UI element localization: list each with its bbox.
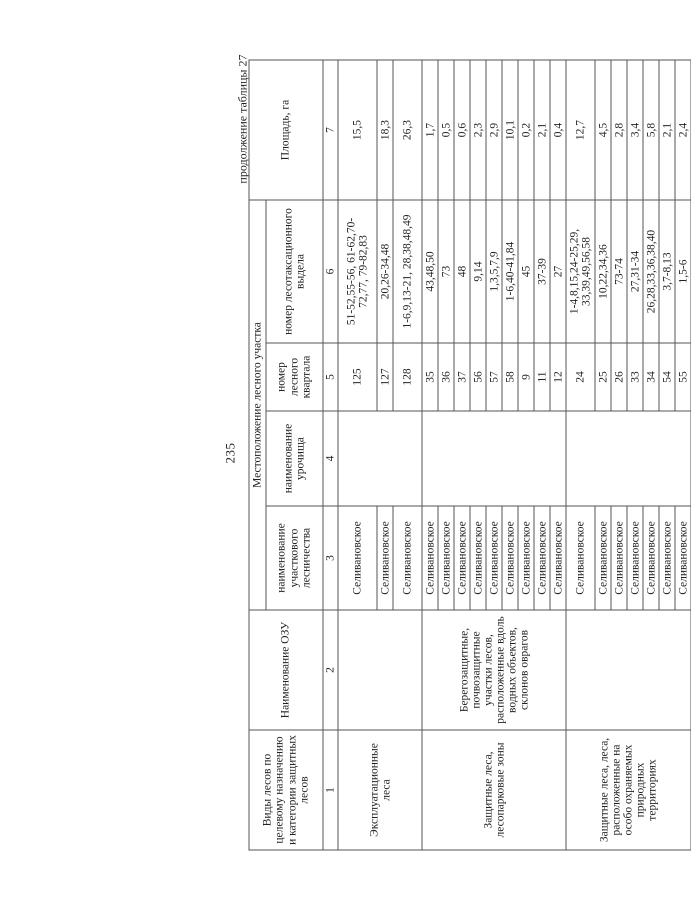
header-location-group: Местоположение лесного участка: [249, 200, 266, 610]
cell-quarter: 54: [659, 343, 675, 411]
forest-plots-table: [248, 59, 691, 850]
cell-quarter: 37: [454, 343, 470, 411]
cell-plots: 1,5-6: [675, 200, 691, 343]
cell-area: 26,3: [393, 60, 422, 200]
cell-plots: 26,28,33,36,38,40: [643, 200, 659, 343]
cell-quarter: 128: [393, 343, 422, 411]
page-number: 235: [222, 442, 237, 463]
cell-area: 0,6: [454, 60, 470, 200]
header-plots: номер лесотаксационного выдела: [266, 200, 323, 343]
cell-forestry: Селивановское: [486, 506, 502, 610]
cell-area: 0,4: [550, 60, 566, 200]
table-row: [422, 60, 438, 850]
cell-tract: [422, 411, 566, 506]
cell-quarter: 55: [675, 343, 691, 411]
cell-quarter: 26: [611, 343, 627, 411]
column-number: 5: [323, 343, 338, 411]
table-row: [338, 60, 377, 850]
column-number: 4: [323, 411, 338, 506]
cell-area: 2,1: [534, 60, 550, 200]
cell-forestry: Селивановское: [534, 506, 550, 610]
cell-area: 10,1: [502, 60, 518, 200]
cell-quarter: 25: [595, 343, 611, 411]
cell-area: 2,9: [486, 60, 502, 200]
header-area: Площадь, га: [249, 60, 323, 200]
cell-area: 0,5: [438, 60, 454, 200]
cell-area: 18,3: [377, 60, 393, 200]
cell-quarter: 35: [422, 343, 438, 411]
cell-plots: 10,22,34,36: [595, 200, 611, 343]
cell-plots: 73-74: [611, 200, 627, 343]
cell-forestry: Селивановское: [393, 506, 422, 610]
cell-plots: 48: [454, 200, 470, 343]
cell-plots: 9,14: [470, 200, 486, 343]
cell-forestry: Селивановское: [566, 506, 595, 610]
cell-quarter: 34: [643, 343, 659, 411]
group-ozu-name: [338, 610, 422, 730]
cell-forestry: Селивановское: [502, 506, 518, 610]
cell-plots: 45: [518, 200, 534, 343]
column-number: 3: [323, 506, 338, 610]
cell-area: 2,3: [470, 60, 486, 200]
cell-quarter: 24: [566, 343, 595, 411]
cell-plots: 3,7-8,13: [659, 200, 675, 343]
cell-plots: 73: [438, 200, 454, 343]
cell-forestry: Селивановское: [627, 506, 643, 610]
cell-quarter: 9: [518, 343, 534, 411]
cell-plots: 1-6,40-41,84: [502, 200, 518, 343]
cell-forestry: Селивановское: [338, 506, 377, 610]
header-forest-type: Виды лесов по целевому назначению и категории защитных лесов: [249, 730, 323, 850]
column-number: 6: [323, 200, 338, 343]
column-number: 1: [323, 730, 338, 850]
header-quarter: номер лесного квартала: [266, 343, 323, 411]
cell-forestry: Селивановское: [454, 506, 470, 610]
cell-area: 3,4: [627, 60, 643, 200]
group-ozu-name: [566, 610, 691, 730]
cell-forestry: Селивановское: [550, 506, 566, 610]
cell-quarter: 33: [627, 343, 643, 411]
table-row: [566, 60, 595, 850]
cell-plots: 1-4,8,15,24-25,29, 33,39,49,56,58: [566, 200, 595, 343]
cell-area: 5,8: [643, 60, 659, 200]
cell-plots: 27: [550, 200, 566, 343]
cell-forestry: Селивановское: [659, 506, 675, 610]
cell-forestry: Селивановское: [595, 506, 611, 610]
cell-quarter: 57: [486, 343, 502, 411]
cell-plots: 37-39: [534, 200, 550, 343]
cell-plots: 43,48,50: [422, 200, 438, 343]
group-ozu-name: Берегозащитные, почвозащитные участки лесов, расположенные вдоль водных объектов, склонов оврагов: [422, 610, 566, 730]
cell-forestry: Селивановское: [675, 506, 691, 610]
cell-quarter: 12: [550, 343, 566, 411]
cell-quarter: 125: [338, 343, 377, 411]
cell-tract: [566, 411, 691, 506]
cell-plots: 1,3,5,7,9: [486, 200, 502, 343]
table-continuation-label: продолжение таблицы 27: [235, 54, 249, 184]
column-number: 2: [323, 610, 338, 730]
cell-forestry: Селивановское: [518, 506, 534, 610]
cell-quarter: 11: [534, 343, 550, 411]
cell-area: 2,1: [659, 60, 675, 200]
cell-area: 15,5: [338, 60, 377, 200]
cell-plots: 51-52,55-56, 61-62,70-72,77, 79-82,83: [338, 200, 377, 343]
cell-forestry: Селивановское: [377, 506, 393, 610]
cell-forestry: Селивановское: [470, 506, 486, 610]
cell-plots: 1-6,9,13-21, 28,38,48,49: [393, 200, 422, 343]
cell-forestry: Селивановское: [438, 506, 454, 610]
column-number: 7: [323, 60, 338, 200]
cell-forestry: Селивановское: [611, 506, 627, 610]
cell-area: 2,8: [611, 60, 627, 200]
cell-area: 4,5: [595, 60, 611, 200]
cell-quarter: 58: [502, 343, 518, 411]
cell-quarter: 127: [377, 343, 393, 411]
cell-quarter: 36: [438, 343, 454, 411]
group-forest-type: Защитные леса, лесопарковые зоны: [422, 730, 566, 850]
header-ozu-name: Наименование ОЗУ: [249, 610, 323, 730]
group-forest-type: Эксплуатационные леса: [338, 730, 422, 850]
header-forestry: наименование участкового лесничества: [266, 506, 323, 610]
cell-forestry: Селивановское: [422, 506, 438, 610]
cell-area: 12,7: [566, 60, 595, 200]
group-forest-type: Защитные леса, леса, расположенные на особо охраняемых природных территориях: [566, 730, 691, 850]
cell-quarter: 56: [470, 343, 486, 411]
cell-area: 2,4: [675, 60, 691, 200]
cell-tract: [338, 411, 422, 506]
cell-plots: 27,31-34: [627, 200, 643, 343]
cell-area: 1,7: [422, 60, 438, 200]
header-tract: наименование урочища: [266, 411, 323, 506]
cell-plots: 20,26-34,48: [377, 200, 393, 343]
cell-area: 0,2: [518, 60, 534, 200]
cell-forestry: Селивановское: [643, 506, 659, 610]
